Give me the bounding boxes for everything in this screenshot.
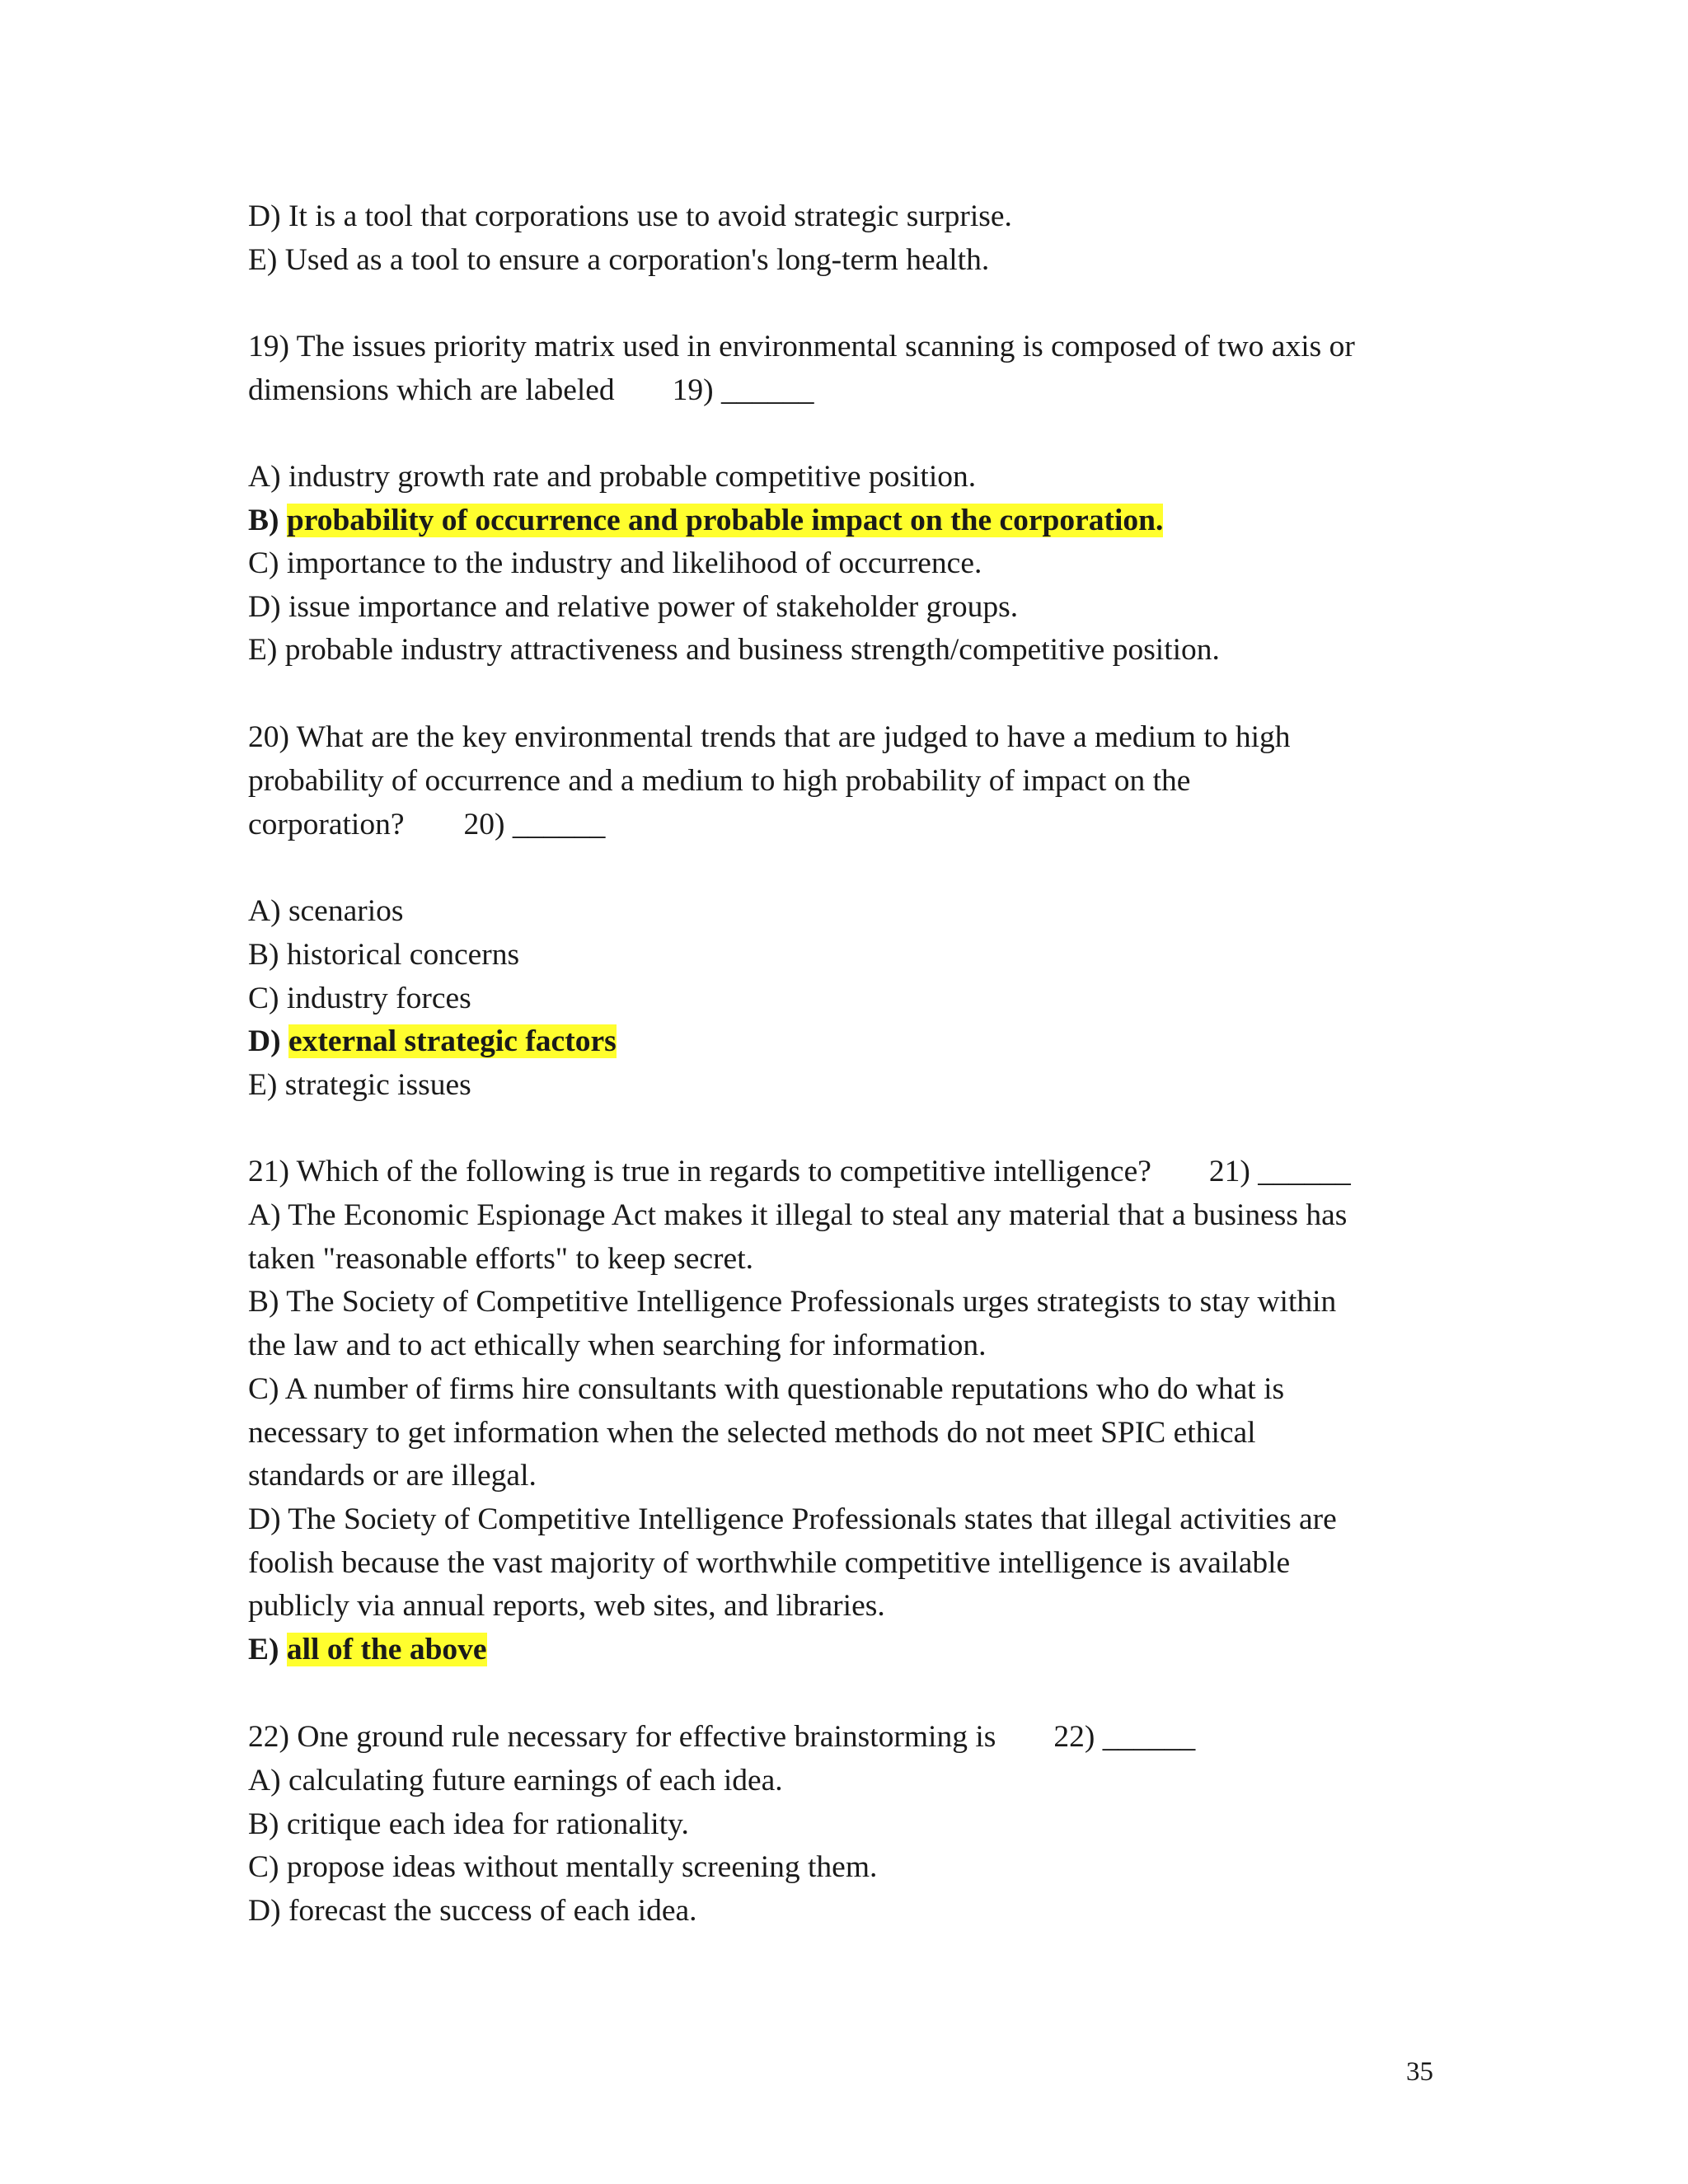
q20-option-a: A) scenarios [248, 894, 404, 928]
q21-option-d-line1: D) The Society of Competitive Intelligence Professionals states that illegal activities are [248, 1502, 1337, 1536]
q20-stem-line3 [248, 803, 605, 846]
q22-answer-blank: 22) ______ [1053, 1720, 1196, 1754]
q21-option-e-label: E) [248, 1633, 279, 1666]
q21-option-a-line2: taken "reasonable efforts" to keep secret. [248, 1242, 753, 1276]
q21-option-e [248, 1628, 487, 1671]
q21-option-a-line1: A) The Economic Espionage Act makes it illegal to steal any material that a business has [248, 1198, 1348, 1232]
q22-option-d: D) forecast the success of each idea. [248, 1894, 697, 1928]
q20-stem-text: corporation? [248, 808, 405, 841]
q19-option-b-highlighted-answer: probability of occurrence and probable impact on the corporation. [286, 504, 1164, 537]
q19-stem-text: dimensions which are labeled [248, 373, 615, 407]
q19-option-a: A) industry growth rate and probable competitive position. [248, 460, 977, 494]
q20-option-c: C) industry forces [248, 982, 471, 1015]
q20-answer-blank: 20) ______ [463, 808, 606, 841]
page-number: 35 [1406, 2057, 1433, 2087]
q22-stem [248, 1715, 1195, 1759]
q21-option-c-line2: necessary to get information when the selected methods do not meet SPIC ethical [248, 1416, 1256, 1450]
q21-stem [248, 1150, 1351, 1193]
q20-stem-line1: 20) What are the key environmental trends that are judged to have a medium to high [248, 720, 1291, 754]
q22-stem-text: 22) One ground rule necessary for effective brainstorming is [248, 1720, 996, 1754]
q19-answer-blank: 19) ______ [672, 373, 814, 407]
q19-option-d: D) issue importance and relative power of stakeholder groups. [248, 590, 1019, 624]
q20-option-d-highlighted-answer: external strategic factors [288, 1024, 617, 1058]
q21-option-d-line2: foolish because the vast majority of worthwhile competitive intelligence is available [248, 1546, 1291, 1580]
q21-option-c-line3: standards or are illegal. [248, 1459, 537, 1493]
q21-option-e-highlighted-answer: all of the above [286, 1633, 487, 1666]
q19-stem-line2 [248, 368, 814, 412]
q20-option-d [248, 1019, 617, 1063]
q18-option-d: D) It is a tool that corporations use to avoid strategic surprise. [248, 199, 1012, 233]
q19-option-b-label: B) [248, 504, 279, 537]
q21-answer-blank: 21) ______ [1208, 1155, 1351, 1188]
q22-option-c: C) propose ideas without mentally screening them. [248, 1850, 878, 1884]
q22-option-b: B) critique each idea for rationality. [248, 1807, 689, 1841]
q19-option-c: C) importance to the industry and likelihood of occurrence. [248, 546, 982, 580]
q20-stem-line2: probability of occurrence and a medium to high probability of impact on the [248, 764, 1191, 798]
q19-stem-line1: 19) The issues priority matrix used in environmental scanning is composed of two axis or [248, 330, 1355, 363]
q18-option-e: E) Used as a tool to ensure a corporation's long-term health. [248, 243, 990, 277]
q21-option-b-line1: B) The Society of Competitive Intelligence Professionals urges strategists to stay within [248, 1285, 1337, 1319]
q20-option-e: E) strategic issues [248, 1068, 471, 1102]
q20-option-d-label: D) [248, 1024, 281, 1058]
q19-option-e: E) probable industry attractiveness and business strength/competitive position. [248, 633, 1220, 667]
q22-option-a: A) calculating future earnings of each idea. [248, 1764, 783, 1797]
q21-option-d-line3: publicly via annual reports, web sites, and libraries. [248, 1589, 885, 1623]
q21-stem-text: 21) Which of the following is true in regards to competitive intelligence? [248, 1155, 1151, 1188]
q21-option-c-line1: C) A number of firms hire consultants with questionable reputations who do what is [248, 1372, 1285, 1406]
q19-option-b [248, 499, 1163, 542]
q20-option-b: B) historical concerns [248, 938, 520, 972]
q21-option-b-line2: the law and to act ethically when searching for information. [248, 1329, 987, 1362]
